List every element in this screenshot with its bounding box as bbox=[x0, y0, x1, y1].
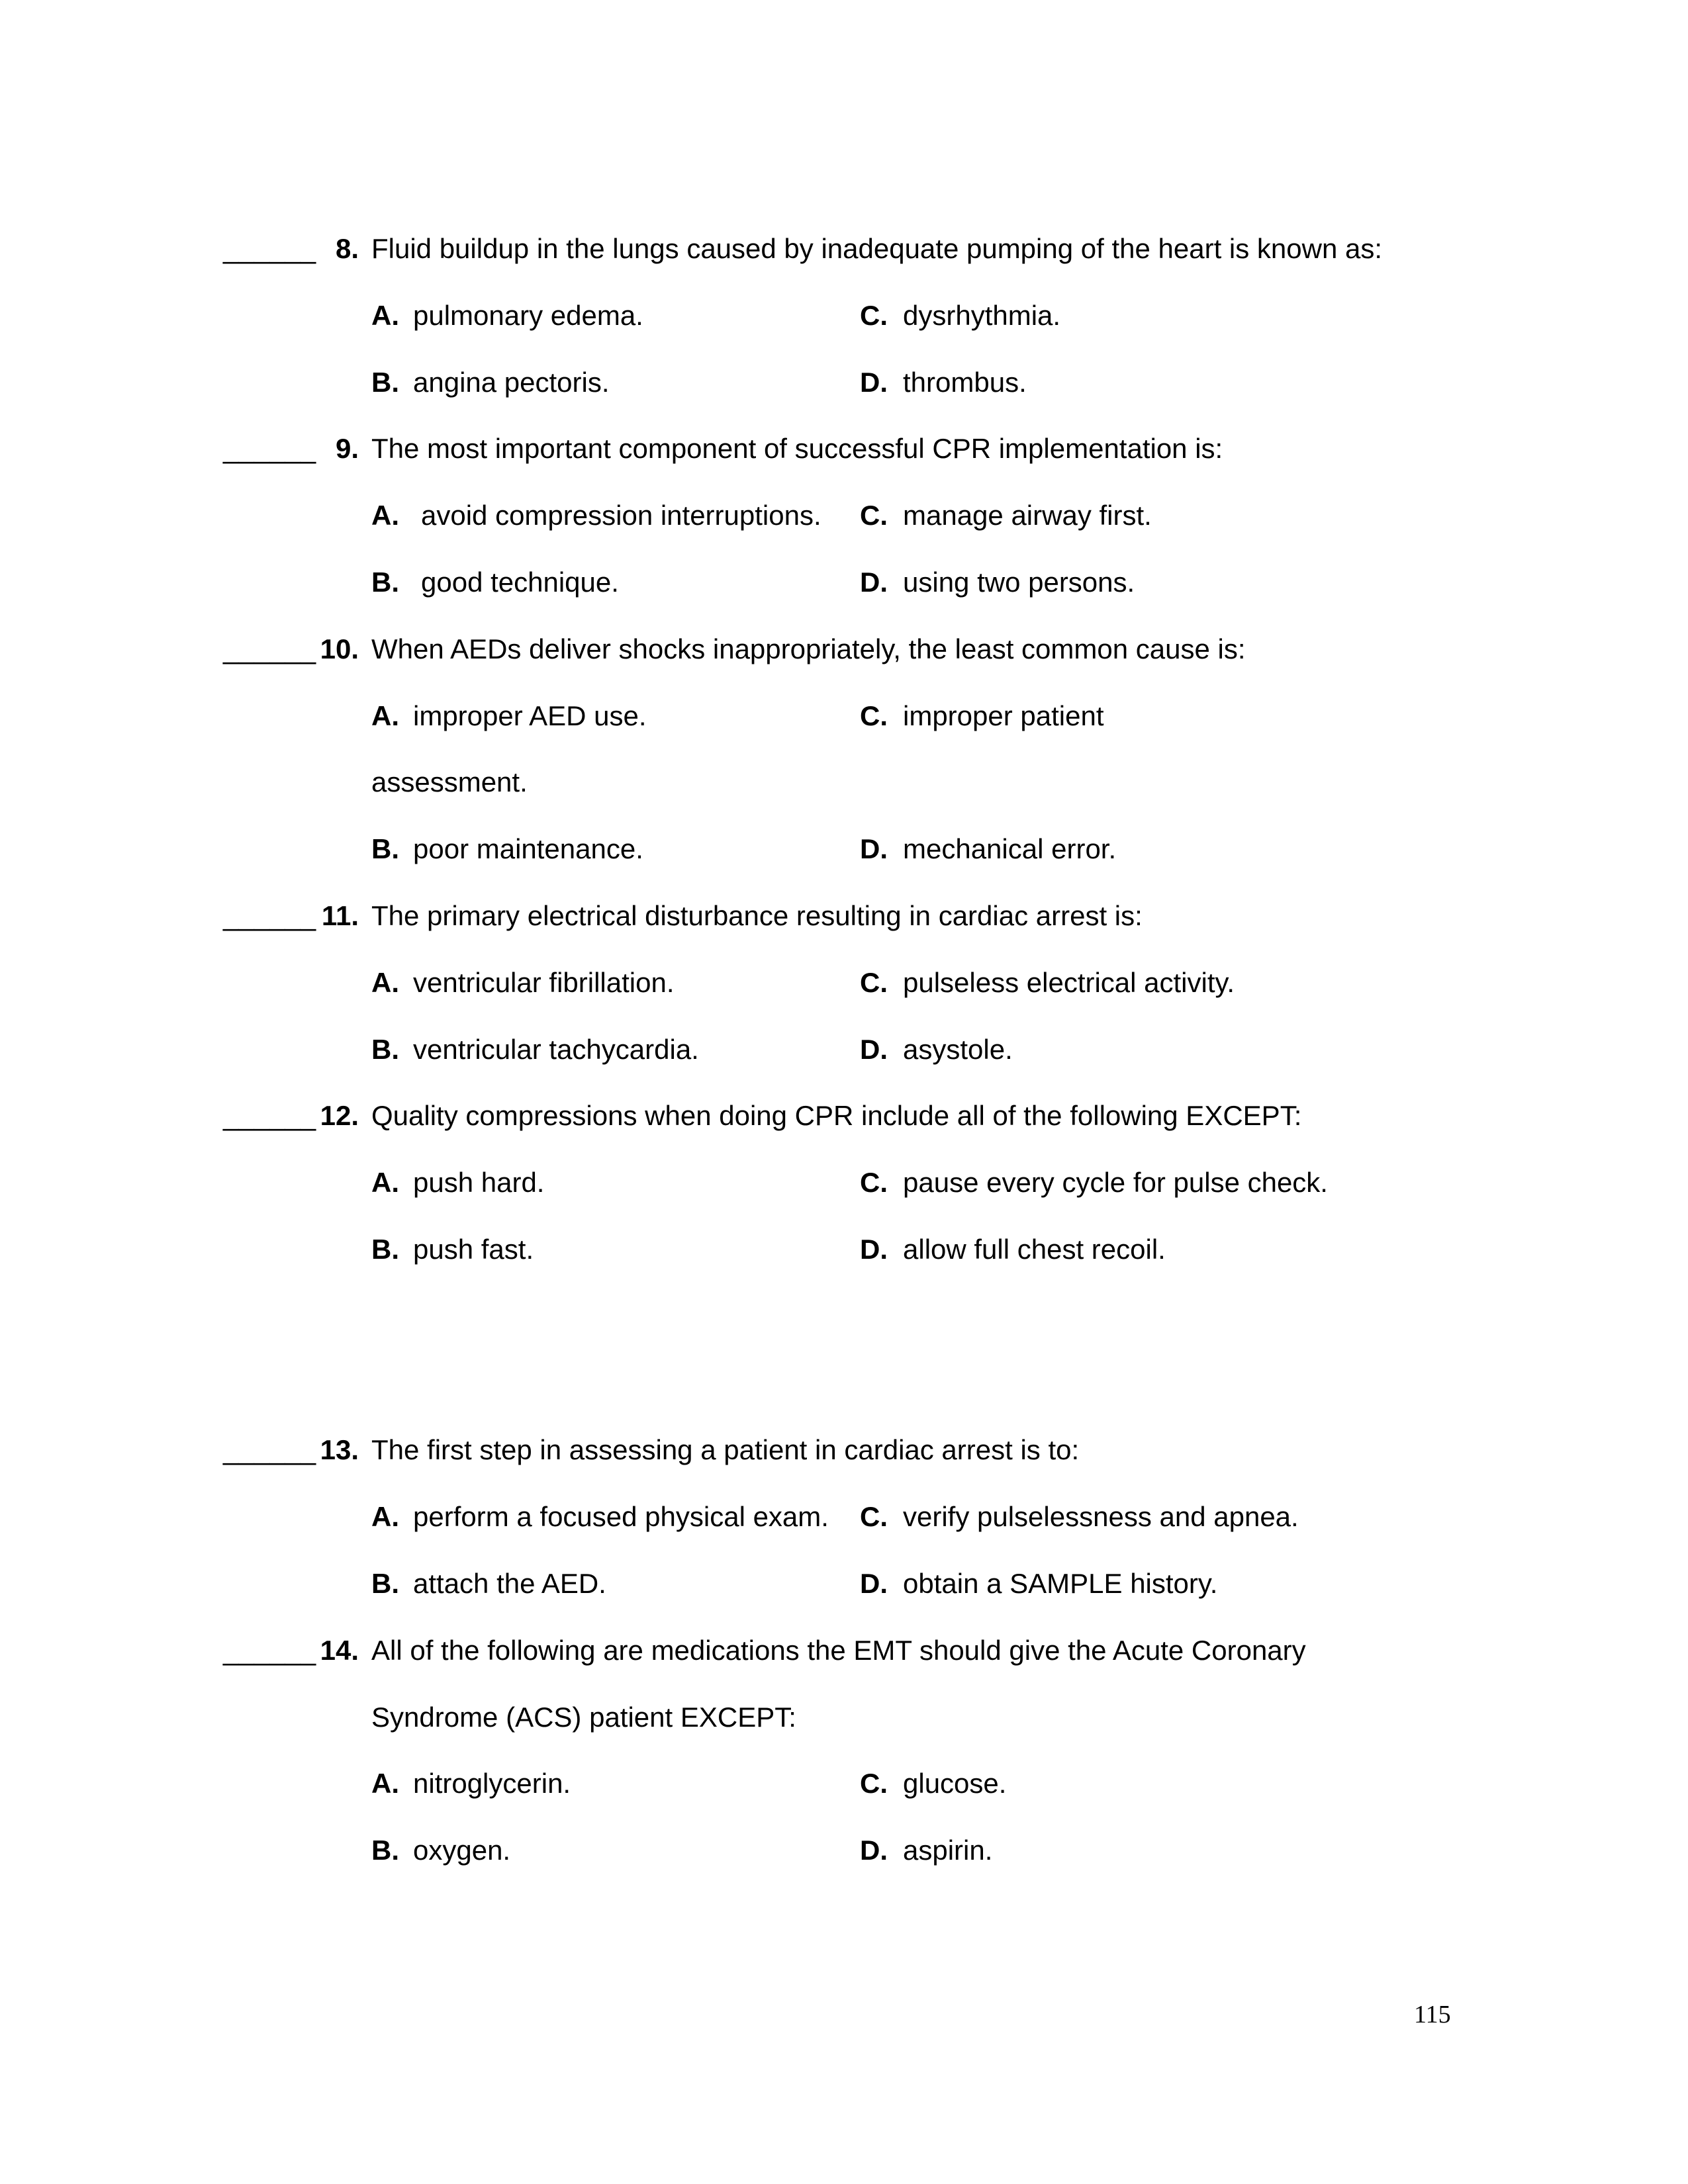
question-number: 8. bbox=[335, 233, 359, 264]
option-c-text: manage airway first. bbox=[903, 500, 1152, 531]
option-d-text: asystole. bbox=[903, 1034, 1013, 1065]
option-d-text: allow full chest recoil. bbox=[903, 1234, 1166, 1265]
option-d-text: thrombus. bbox=[903, 367, 1027, 398]
option-c-letter: C. bbox=[860, 1167, 888, 1198]
option-d-text: obtain a SAMPLE history. bbox=[903, 1568, 1218, 1599]
option-b-letter: B. bbox=[371, 1835, 399, 1866]
option-b-text: oxygen. bbox=[413, 1835, 511, 1866]
answer-blank[interactable]: ______ bbox=[223, 900, 316, 931]
option-a-text: nitroglycerin. bbox=[413, 1768, 571, 1799]
option-b-letter: B. bbox=[371, 833, 399, 864]
option-c-text: pulseless electrical activity. bbox=[903, 967, 1235, 998]
option-d-text: using two persons. bbox=[903, 567, 1135, 598]
option-b-text: ventricular tachycardia. bbox=[413, 1034, 699, 1065]
option-a-letter: A. bbox=[371, 700, 399, 731]
question-stem: The first step in assessing a patient in cardiac arrest is to: bbox=[371, 1434, 1080, 1465]
option-d-letter: D. bbox=[860, 567, 888, 598]
question-number: 10. bbox=[320, 633, 359, 664]
option-a-letter: A. bbox=[371, 1167, 399, 1198]
option-b-letter: B. bbox=[371, 1234, 399, 1265]
answer-blank[interactable]: ______ bbox=[223, 1100, 316, 1131]
option-a-letter: A. bbox=[371, 967, 399, 998]
page-number: 115 bbox=[1414, 2001, 1451, 2028]
option-d-text: aspirin. bbox=[903, 1835, 993, 1866]
answer-blank[interactable]: ______ bbox=[223, 233, 316, 264]
question-number: 11. bbox=[321, 900, 359, 931]
option-a-text: perform a focused physical exam. bbox=[413, 1501, 829, 1532]
option-d-letter: D. bbox=[860, 833, 888, 864]
option-a-letter: A. bbox=[371, 300, 399, 331]
option-d-letter: D. bbox=[860, 1835, 888, 1866]
option-d-letter: D. bbox=[860, 367, 888, 398]
option-d-letter: D. bbox=[860, 1034, 888, 1065]
option-b-text: poor maintenance. bbox=[413, 833, 643, 864]
option-c-text: dysrhythmia. bbox=[903, 300, 1061, 331]
answer-blank[interactable]: ______ bbox=[223, 633, 316, 664]
option-c-letter: C. bbox=[860, 300, 888, 331]
option-c-letter: C. bbox=[860, 967, 888, 998]
option-b-letter: B. bbox=[371, 367, 399, 398]
option-b-letter: B. bbox=[371, 567, 399, 598]
option-d-letter: D. bbox=[860, 1234, 888, 1265]
option-c-text: glucose. bbox=[903, 1768, 1007, 1799]
question-number: 9. bbox=[335, 433, 359, 464]
answer-blank[interactable]: ______ bbox=[223, 433, 316, 464]
option-a-letter: A. bbox=[371, 500, 399, 531]
option-a-text: improper AED use. bbox=[413, 700, 647, 731]
option-b-text: angina pectoris. bbox=[413, 367, 610, 398]
question-stem: Quality compressions when doing CPR include all of the following EXCEPT: bbox=[371, 1100, 1302, 1131]
option-b-text: attach the AED. bbox=[413, 1568, 606, 1599]
option-d-letter: D. bbox=[860, 1568, 888, 1599]
answer-blank[interactable]: ______ bbox=[223, 1434, 316, 1465]
answer-blank[interactable]: ______ bbox=[223, 1635, 316, 1666]
option-b-letter: B. bbox=[371, 1034, 399, 1065]
option-b-text: push fast. bbox=[413, 1234, 534, 1265]
option-a-text: avoid compression interruptions. bbox=[421, 500, 821, 531]
question-stem: The primary electrical disturbance resulting in cardiac arrest is: bbox=[371, 900, 1143, 931]
option-c-text: improper patient bbox=[903, 700, 1104, 731]
question-stem: The most important component of successful CPR implementation is: bbox=[371, 433, 1223, 464]
question-number: 13. bbox=[320, 1434, 359, 1465]
option-a-letter: A. bbox=[371, 1768, 399, 1799]
option-a-text: ventricular fibrillation. bbox=[413, 967, 675, 998]
option-c-text: pause every cycle for pulse check. bbox=[903, 1167, 1328, 1198]
option-c-letter: C. bbox=[860, 1768, 888, 1799]
question-number: 12. bbox=[320, 1100, 359, 1131]
option-d-text: mechanical error. bbox=[903, 833, 1117, 864]
option-c-letter: C. bbox=[860, 1501, 888, 1532]
option-a-text: push hard. bbox=[413, 1167, 545, 1198]
question-stem: Fluid buildup in the lungs caused by inadequate pumping of the heart is known as: bbox=[371, 233, 1383, 264]
option-c-letter: C. bbox=[860, 500, 888, 531]
option-c-text: verify pulselessness and apnea. bbox=[903, 1501, 1299, 1532]
option-a-letter: A. bbox=[371, 1501, 399, 1532]
option-a-text: pulmonary edema. bbox=[413, 300, 643, 331]
question-stem-line-1: All of the following are medications the EMT should give the Acute Coronary bbox=[371, 1635, 1306, 1666]
question-number: 14. bbox=[320, 1635, 359, 1666]
option-c-letter: C. bbox=[860, 700, 888, 731]
option-b-letter: B. bbox=[371, 1568, 399, 1599]
option-b-text: good technique. bbox=[421, 567, 619, 598]
option-c-continuation: assessment. bbox=[371, 766, 528, 797]
question-stem-line-2: Syndrome (ACS) patient EXCEPT: bbox=[371, 1702, 796, 1733]
question-stem: When AEDs deliver shocks inappropriately, the least common cause is: bbox=[371, 633, 1246, 664]
